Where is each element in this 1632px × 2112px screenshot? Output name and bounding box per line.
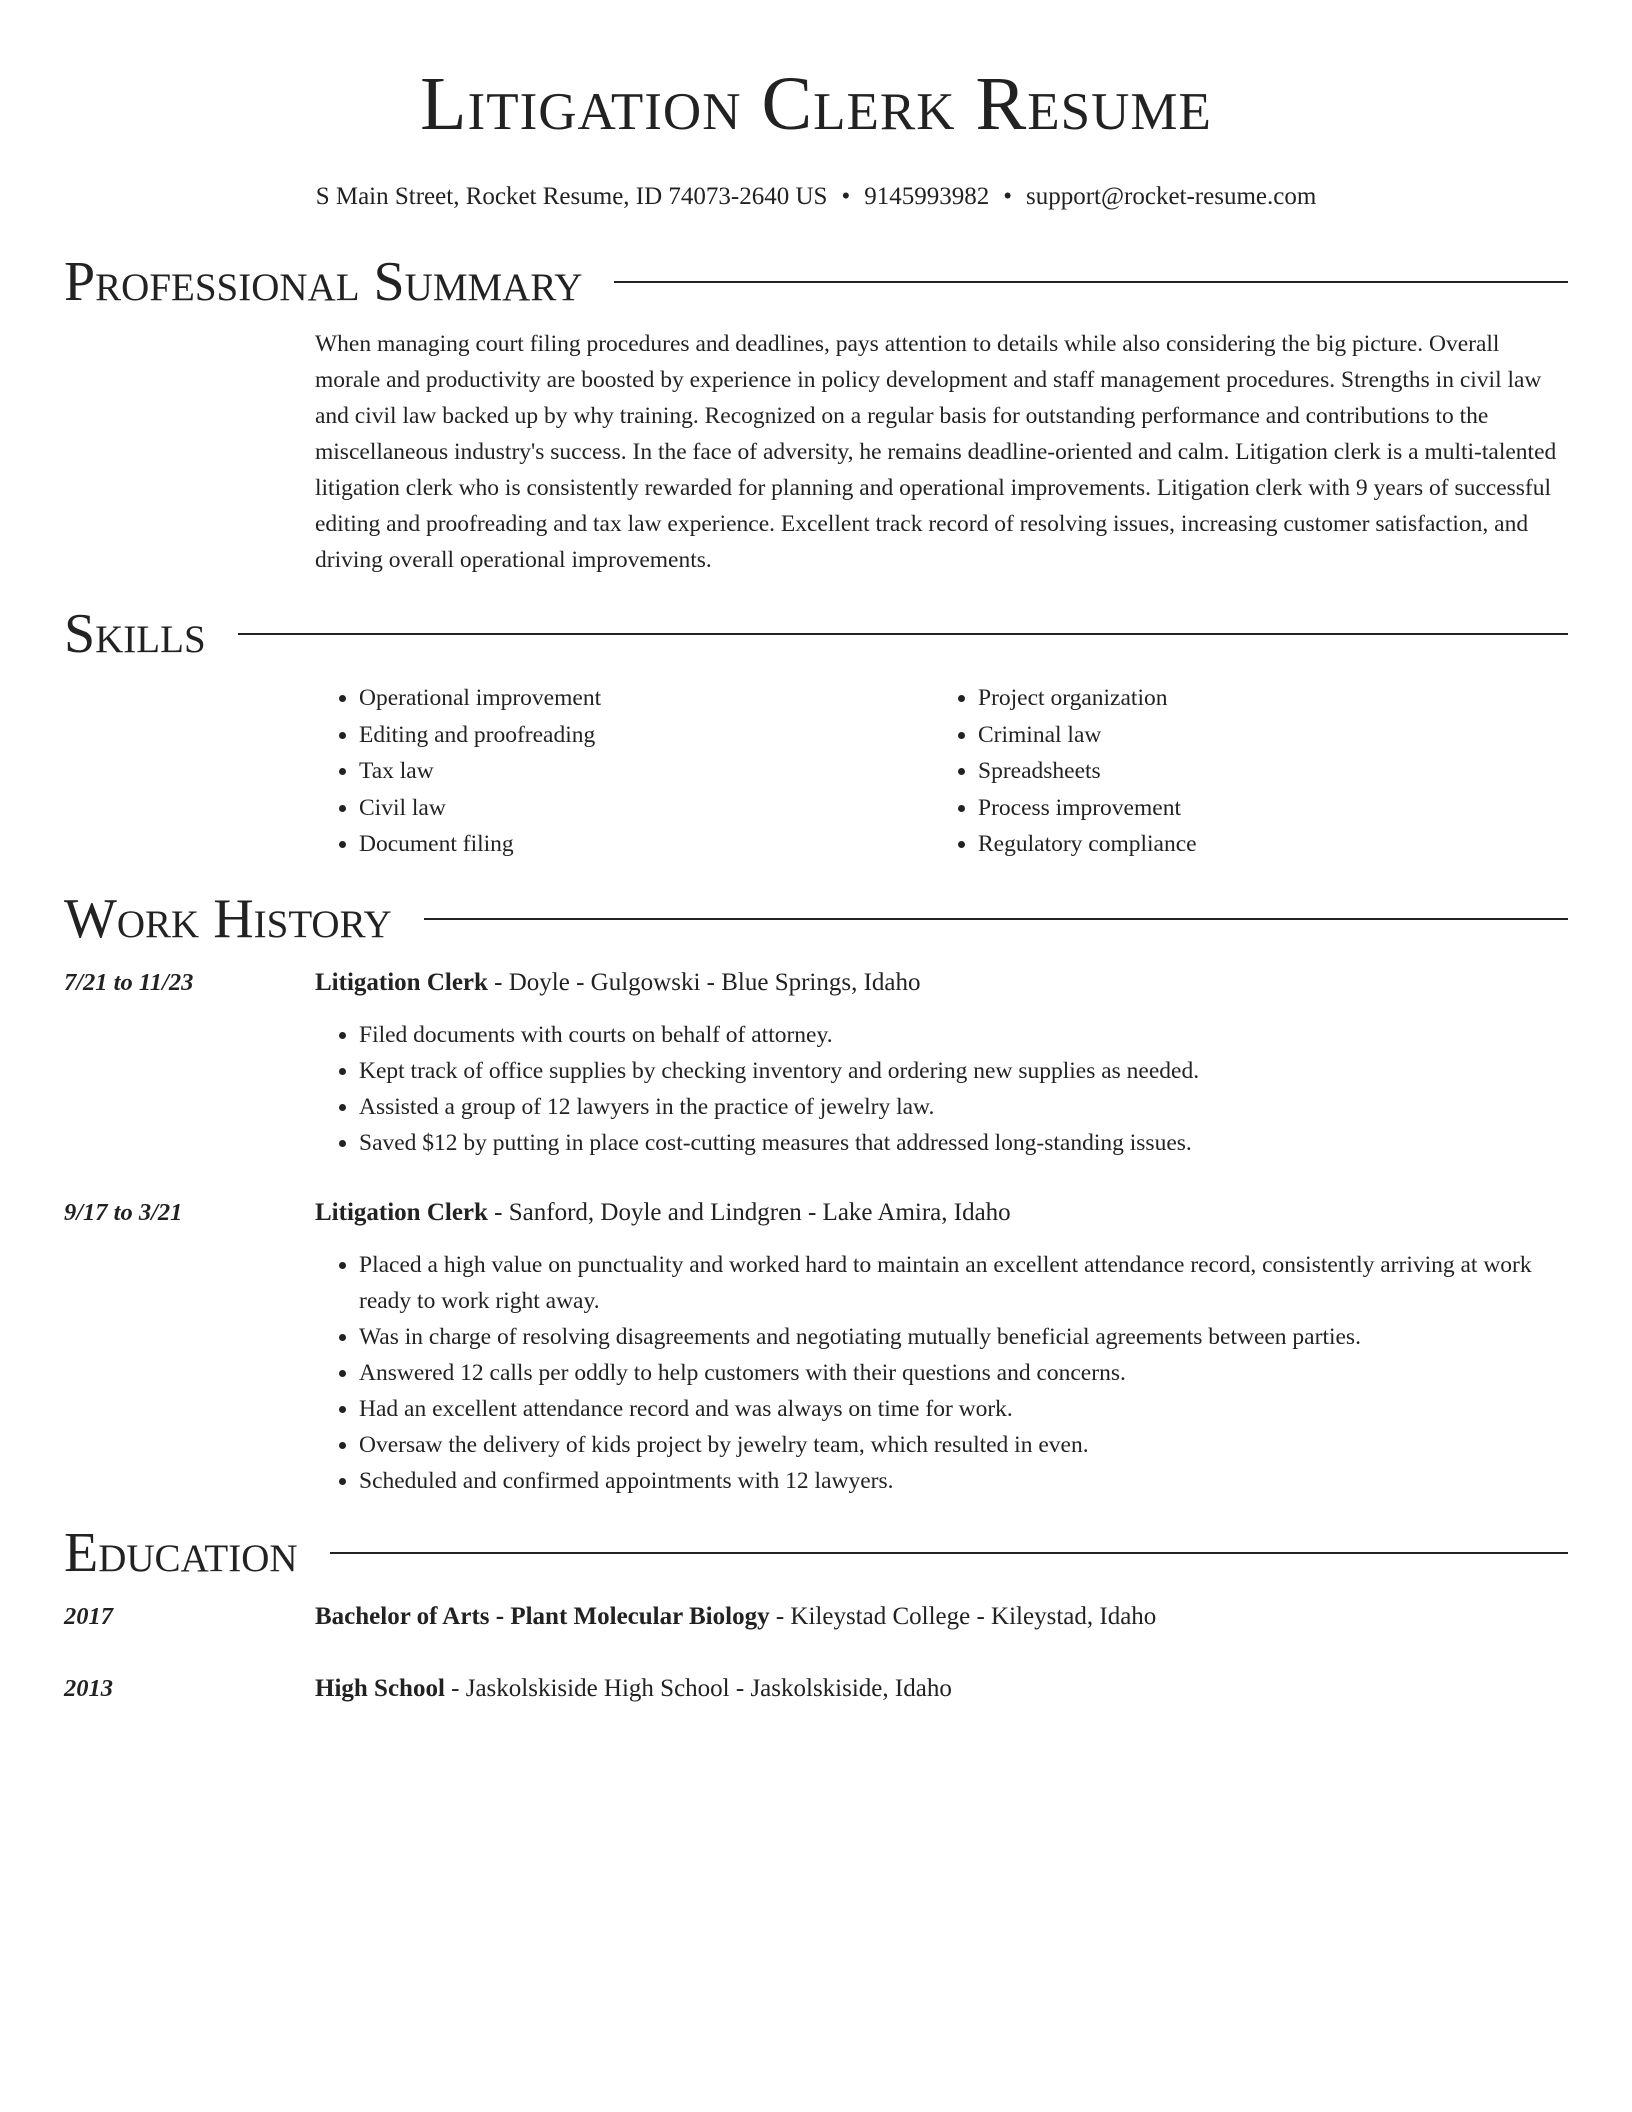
job-employer: - Sanford, Doyle and Lindgren - Lake Amira, Idaho <box>487 1198 1011 1226</box>
education-school: - Jaskolskiside High School - Jaskolskiside, Idaho <box>444 1674 952 1702</box>
job-bullet: • Scheduled and confirmed appointments with 12 lawyers. <box>359 1463 1568 1499</box>
skill-item: • Criminal law <box>978 717 1553 754</box>
job-role: Litigation Clerk <box>315 1198 488 1226</box>
job-body <box>315 965 1568 1161</box>
skill-item: • Process improvement <box>978 790 1553 827</box>
job-dates: 7/21 to 11/23 <box>64 968 194 996</box>
job-bullet: • Was in charge of resolving disagreements and negotiating mutually beneficial agreements between parties. <box>359 1319 1568 1355</box>
contact-address: S Main Street, Rocket Resume, ID 74073-2640 US <box>315 183 828 210</box>
skill-item: • Civil law <box>359 790 934 827</box>
contact-separator: • <box>1003 183 1012 210</box>
education-section-header <box>64 1523 1568 1583</box>
skill-item: • Project organization <box>978 680 1553 717</box>
job-bullet: • Answered 12 calls per oddly to help customers with their questions and concerns. <box>359 1355 1568 1391</box>
job-bullet: • Placed a high value on punctuality and worked hard to maintain an excellent attendance record, consistently arriving at work ready to work right away. <box>359 1247 1568 1319</box>
job-bullet: • Filed documents with courts on behalf of attorney. <box>359 1017 1568 1053</box>
skills-section-title: Skills <box>64 603 206 665</box>
job-bullet: • Had an excellent attendance record and was always on time for work. <box>359 1391 1568 1427</box>
education-school: - Kileystad College - Kileystad, Idaho <box>769 1602 1157 1630</box>
work-section-title: Work History <box>64 887 392 950</box>
skill-item: • Operational improvement <box>359 680 934 717</box>
skills-list <box>315 680 1568 863</box>
job-dates: 9/17 to 3/21 <box>64 1198 183 1226</box>
job-bullet: • Kept track of office supplies by checking inventory and ordering new supplies as needed. <box>359 1053 1568 1089</box>
education-entry <box>64 1599 1568 1635</box>
summary-section-title: Professional Summary <box>64 251 583 313</box>
skill-item: • Editing and proofreading <box>359 717 934 754</box>
job-entry <box>64 1195 1568 1499</box>
job-role: Litigation Clerk <box>315 968 488 996</box>
contact-email: support@rocket-resume.com <box>1026 183 1317 210</box>
education-heading <box>315 1671 952 1707</box>
contact-separator: • <box>841 183 851 210</box>
job-heading <box>315 1195 1568 1231</box>
work-section-header <box>64 889 1568 949</box>
job-bullets <box>315 1017 1568 1161</box>
education-heading <box>315 1599 1156 1635</box>
skills-section-header <box>64 604 1568 664</box>
skill-item: • Document filing <box>359 826 934 863</box>
contact-line <box>64 182 1568 212</box>
education-section-title: Education <box>64 1521 298 1584</box>
education-degree: High School <box>315 1674 445 1702</box>
section-divider <box>424 918 1568 920</box>
education-degree: Bachelor of Arts - Plant Molecular Biology <box>315 1602 770 1630</box>
job-bullet: • Oversaw the delivery of kids project by jewelry team, which resulted in even. <box>359 1427 1568 1463</box>
skill-item: • Tax law <box>359 753 934 790</box>
resume-title: Litigation Clerk Resume <box>420 62 1212 146</box>
job-entry <box>64 965 1568 1161</box>
job-bullet: • Assisted a group of 12 lawyers in the practice of jewelry law. <box>359 1089 1568 1125</box>
section-divider <box>238 633 1568 635</box>
section-divider <box>614 281 1568 283</box>
education-year: 2013 <box>64 1674 113 1702</box>
education-entry <box>64 1671 1568 1707</box>
section-divider <box>330 1552 1568 1554</box>
skill-item: • Regulatory compliance <box>978 826 1553 863</box>
skills-column-right <box>934 680 1553 863</box>
job-employer: - Doyle - Gulgowski - Blue Springs, Idaho <box>487 968 921 996</box>
education-year: 2017 <box>64 1602 113 1630</box>
job-heading <box>315 965 1568 1001</box>
skills-column-left <box>315 680 934 863</box>
job-bullets <box>315 1247 1568 1499</box>
summary-section-header <box>64 252 1568 312</box>
summary-text: When managing court filing procedures and deadlines, pays attention to details while also considering the big picture. Overall morale and productivity are boosted by experience in policy development and staff management procedures. Strengths in civil law and civil law backed up by why training. Recognized on a regular basis for outstanding performance and contributions to the miscellaneous industry's success. In the face of adversity, he remains deadline-oriented and calm. Litigation clerk is a multi-talented litigation clerk who is consistently rewarded for planning and operational improvements. Litigation clerk with 9 years of successful editing and proofreading and tax law experience. Excellent track record of resolving issues, increasing customer satisfaction, and driving overall operational improvements. <box>315 331 1557 573</box>
job-bullet: • Saved $12 by putting in place cost-cutting measures that addressed long-standing issues. <box>359 1125 1568 1161</box>
skill-item: • Spreadsheets <box>978 753 1553 790</box>
job-body <box>315 1195 1568 1499</box>
contact-phone: 9145993982 <box>864 183 990 210</box>
